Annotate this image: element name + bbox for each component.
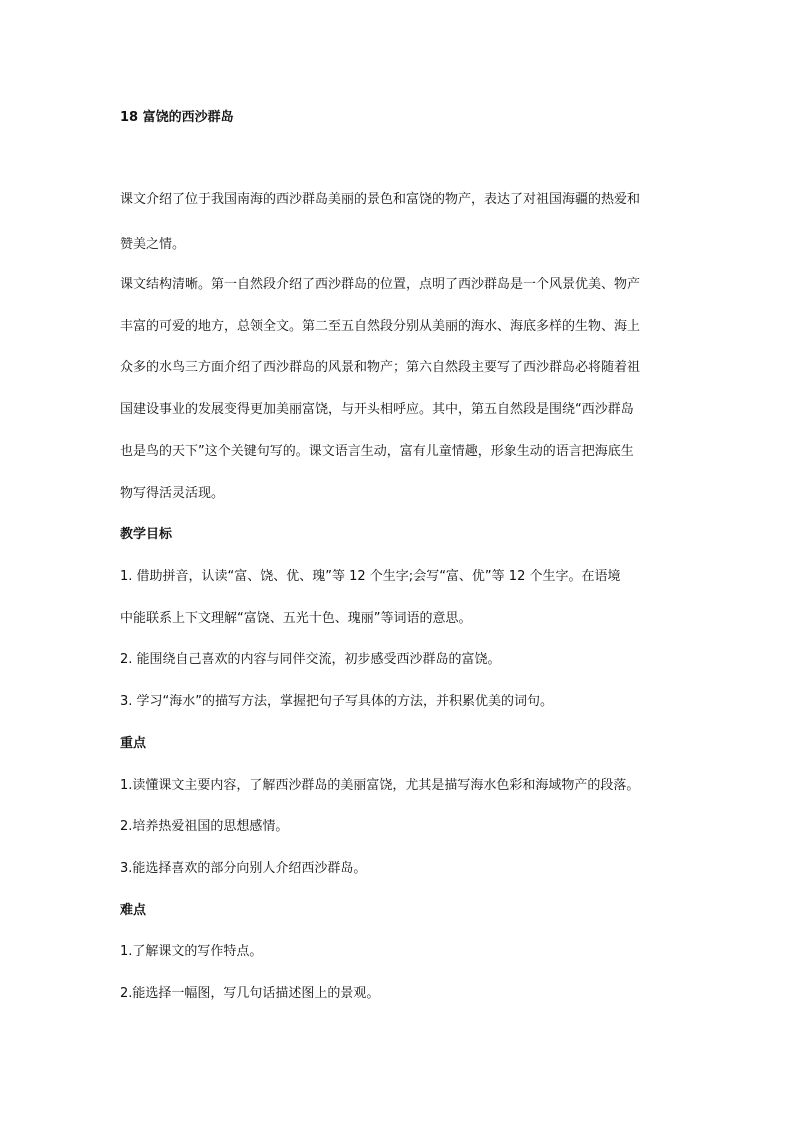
goals-heading: 教学目标: [120, 527, 173, 542]
structure-line-1: 课文结构清晰。第一自然段介绍了西沙群岛的位置，点明了西沙群岛是一个风景优美、物产: [120, 277, 641, 292]
structure-line-2: 丰富的可爱的地方，总领全文。第二至五自然段分别从美丽的海水、海底多样的生物、海上: [120, 319, 641, 334]
difficult-heading: 难点: [120, 903, 147, 918]
key-point-1: 1.读懂课文主要内容，了解西沙群岛的美丽富饶，尤其是描写海水色彩和海域物产的段落。: [120, 778, 640, 793]
goal-line-2: 中能联系上下文理解“富饶、五光十色、瑰丽”等词语的意思。: [120, 611, 472, 626]
structure-line-3: 众多的水鸟三方面介绍了西沙群岛的风景和物产；第六自然段主要写了西沙群岛必将随着祖: [120, 360, 641, 375]
structure-line-5: 也是鸟的天下”这个关键句写的。课文语言生动，富有儿童情趣，形象生动的语言把海底生: [120, 444, 634, 459]
structure-line-4: 国建设事业的发展变得更加美丽富饶，与开头相呼应。其中，第五自然段是围绕“西沙群岛: [120, 402, 634, 417]
difficult-point-1: 1.了解课文的写作特点。: [120, 944, 263, 959]
structure-line-6: 物写得活灵活现。: [120, 486, 225, 501]
difficult-point-2: 2.能选择一幅图，写几句话描述图上的景观。: [120, 986, 380, 1001]
key-point-2: 2.培养热爱祖国的思想感情。: [120, 819, 289, 834]
intro-line-1: 课文介绍了位于我国南海的西沙群岛美丽的景色和富饶的物产，表达了对祖国海疆的热爱和: [120, 192, 641, 207]
goal-line-4: 3. 学习“海水”的描写方法，掌握把句子写具体的方法，并积累优美的词句。: [120, 694, 554, 709]
key-point-3: 3.能选择喜欢的部分向别人介绍西沙群岛。: [120, 861, 367, 876]
goal-line-1: 1. 借助拼音，认读“富、饶、优、瑰”等 12 个生字;会写“富、优”等 12 个生字。在语境: [120, 569, 621, 584]
goal-line-3: 2. 能围绕自己喜欢的内容与同伴交流，初步感受西沙群岛的富饶。: [120, 652, 501, 667]
intro-line-2: 赞美之情。: [120, 237, 186, 252]
key-heading: 重点: [120, 736, 147, 751]
document-title: 18 富饶的西沙群岛: [120, 110, 234, 125]
